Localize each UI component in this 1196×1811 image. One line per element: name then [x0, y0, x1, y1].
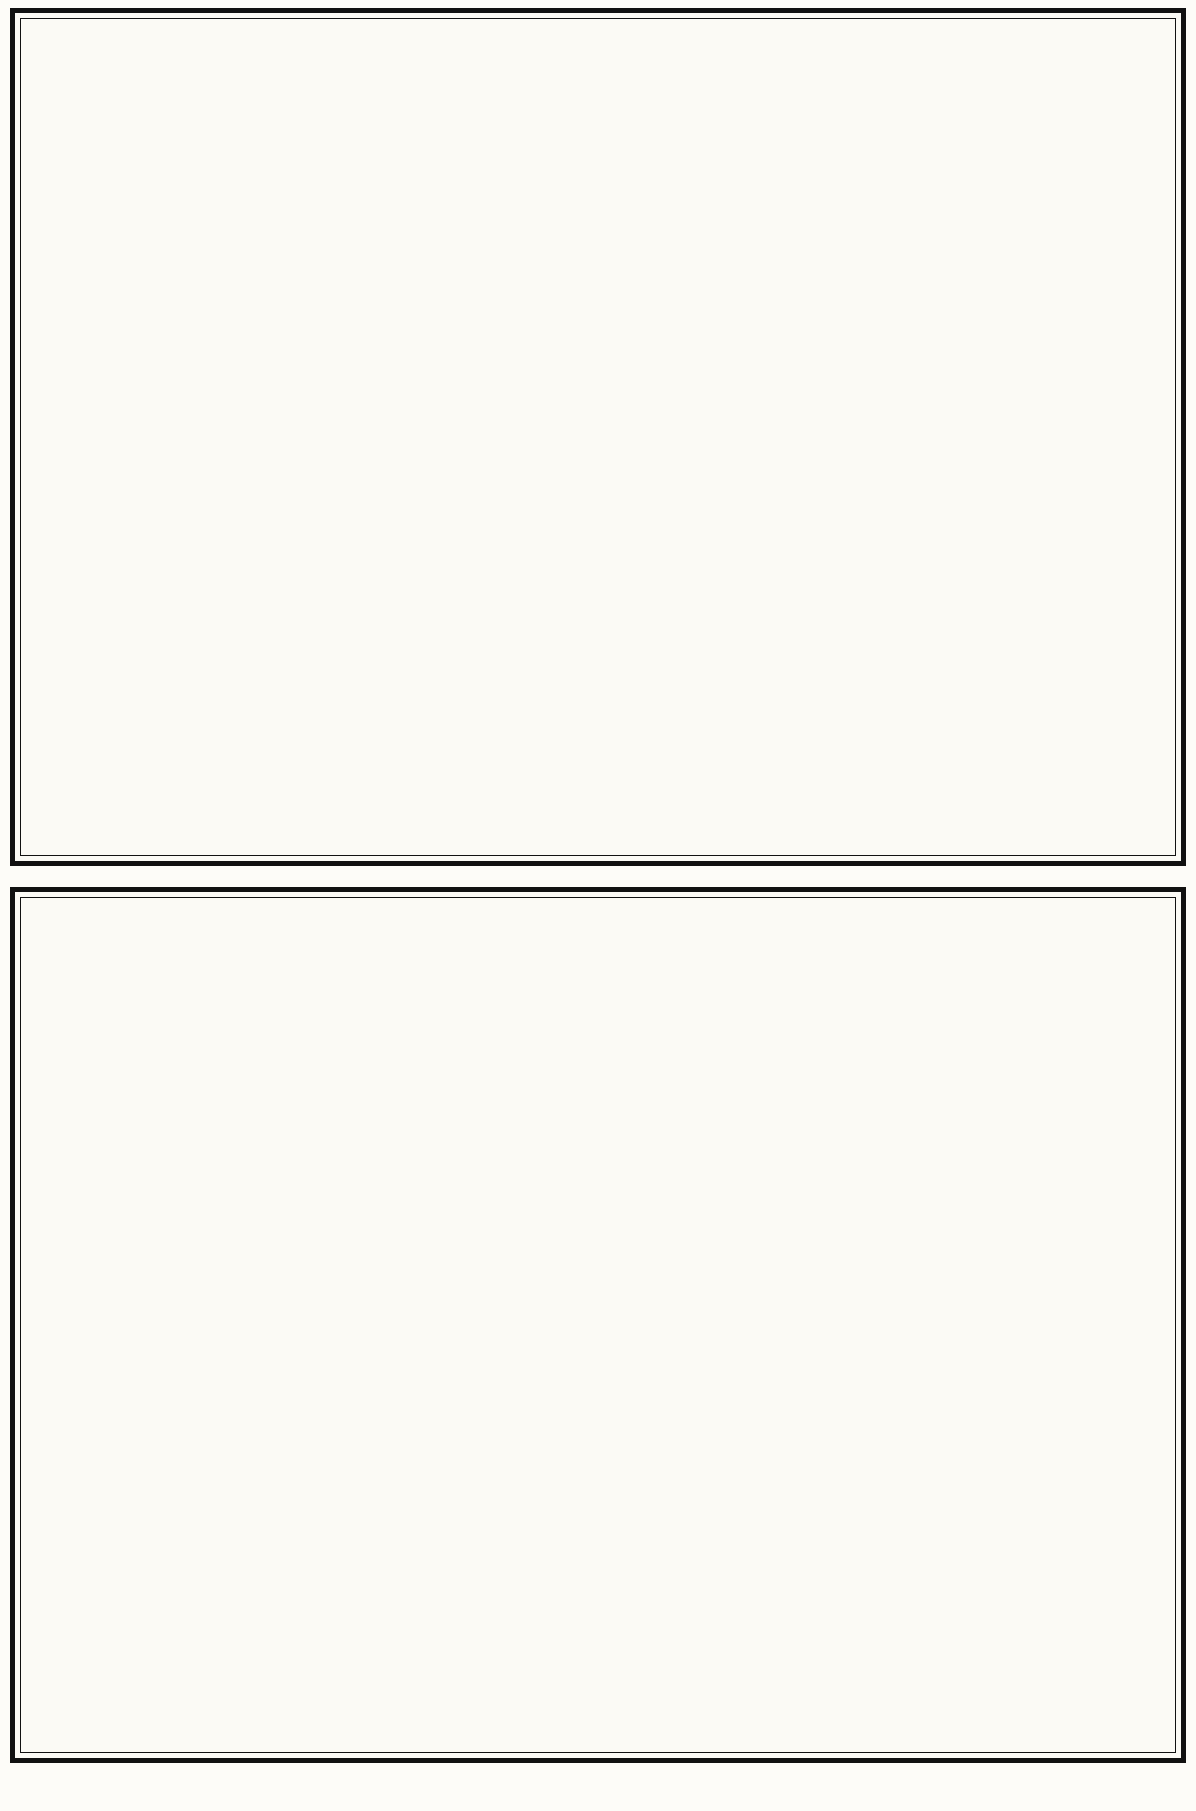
page-bottom-half	[10, 887, 1186, 1763]
page-top-half	[10, 8, 1186, 866]
